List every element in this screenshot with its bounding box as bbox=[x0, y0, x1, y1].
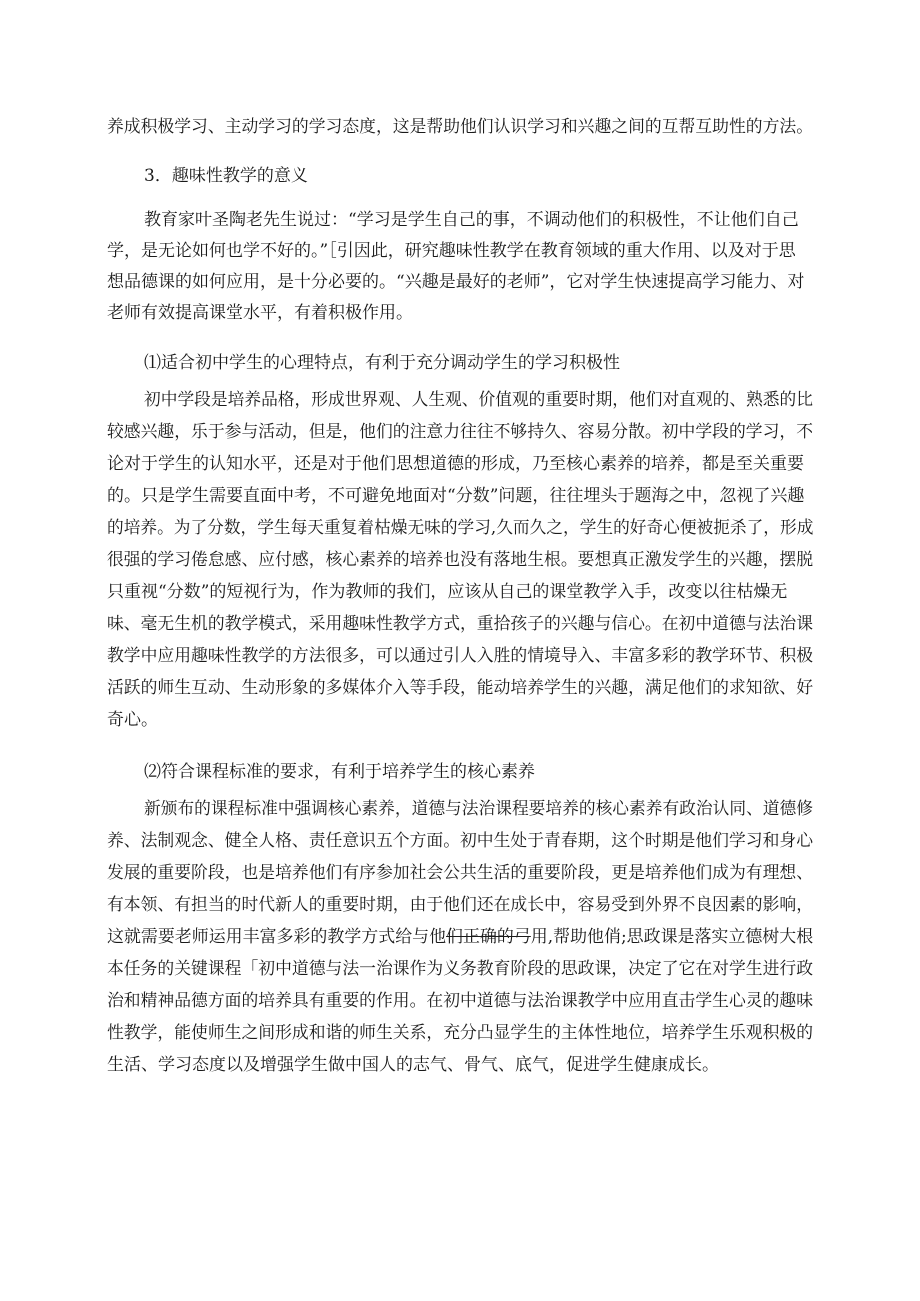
paragraph-line: 只重视“分数”的短视行为，作为教师的我们，应该从自己的课堂教学入手，改变以往枯燥无 bbox=[107, 582, 788, 602]
subsection-heading: ⑴适合初中学生的心理特点，有利于充分调动学生的学习积极性 bbox=[144, 353, 620, 373]
paragraph-line: 学，是无论如何也学不好的。”［引因此，研究趣味性教学在教育领域的重大作用、以及对于思 bbox=[107, 241, 796, 261]
paragraph-line: 的。只是学生需要直面中考，不可避免地面对“分数”问题，往往埋头于题海之中，忽视了兴趣 bbox=[107, 486, 805, 506]
section-heading: 3．趣味性教学的意义 bbox=[144, 166, 308, 186]
paragraph-line: 初中学段是培养品格，形成世界观、人生观、价值观的重要时期，他们对直观的、熟悉的比 bbox=[144, 390, 813, 410]
paragraph-line: 性教学，能使师生之间形成和谐的师生关系，充分凸显学生的主体性地位，培养学生乐观积极的 bbox=[107, 1023, 814, 1043]
struck-text: 们正确的弓 bbox=[446, 927, 531, 947]
paragraph-line: 治和精神品德方面的培养具有重要的作用。在初中道德与法治课教学中应用直击学生心灵的趣味 bbox=[107, 991, 814, 1011]
paragraph-line: 的培养。为了分数，学生每天重复着枯燥无味的学习,久而久之，学生的好奇心便被扼杀了，形成 bbox=[107, 518, 814, 538]
paragraph-line: 很强的学习倦怠感、应付感，核心素养的培养也没有落地生根。要想真正激发学生的兴趣，摆脱 bbox=[107, 550, 814, 570]
paragraph-line: 较感兴趣，乐于参与活动，但是，他们的注意力往往不够持久、容易分散。初中学段的学习，不 bbox=[107, 422, 814, 442]
paragraph-line: 想品德课的如何应用，是十分必要的。“兴趣是最好的老师”，它对学生快速提高学习能力、对 bbox=[107, 272, 805, 292]
paragraph-line: 本任务的关键课程「初中道德与法一治课作为义务教育阶段的思政课，决定了它在对学生进行政 bbox=[107, 959, 814, 979]
paragraph-line: 发展的重要阶段，也是培养他们有序参加社会公共生活的重要阶段，更是培养他们成为有理想、 bbox=[107, 863, 814, 883]
paragraph-line: 活跃的师生互动、生动形象的多媒体介入等手段，能动培养学生的兴趣，满足他们的求知欲、好 bbox=[107, 678, 814, 698]
paragraph-line: 养成积极学习、主动学习的学习态度，这是帮助他们认识学习和兴趣之间的互帮互助性的方法。 bbox=[107, 117, 814, 137]
paragraph-line: 养、法制观念、健全人格、责任意识五个方面。初中生处于青春期，这个时期是他们学习和身心 bbox=[107, 831, 814, 851]
paragraph-line: 教学中应用趣味性教学的方法很多，可以通过引人入胜的情境导入、丰富多彩的教学环节、积极 bbox=[107, 646, 814, 666]
paragraph-line: 论对于学生的认知水平，还是对于他们思想道德的形成，乃至核心素养的培养，都是至关重要 bbox=[107, 454, 804, 474]
subsection-heading: ⑵符合课程标准的要求，有利于培养学生的核心素养 bbox=[144, 762, 535, 782]
line-text-after: 用,帮助他俏;思政课是落实立德树大根 bbox=[530, 927, 814, 947]
paragraph-line-with-strikethrough bbox=[107, 925, 813, 949]
paragraph-line: 新颁布的课程标准中强调核心素养，道德与法治课程要培养的核心素养有政治认同、道德修 bbox=[144, 799, 813, 819]
paragraph-line: 味、毫无生机的教学模式，采用趣味性教学方式，重拾孩子的兴趣与信心。在初中道德与法治课 bbox=[107, 614, 814, 634]
line-text-before: 这就需要老师运用丰富多彩的教学方式给与他 bbox=[107, 927, 447, 947]
paragraph-line: 生活、学习态度以及增强学生做中国人的志气、骨气、底气，促进学生健康成长。 bbox=[107, 1055, 719, 1075]
paragraph-line: 奇心。 bbox=[107, 710, 158, 730]
paragraph-line: 老师有效提高课堂水平，有着积极作用。 bbox=[107, 303, 413, 323]
paragraph-line: 教育家叶圣陶老先生说过：“学习是学生自己的事，不调动他们的积极性，不让他们自己 bbox=[144, 210, 799, 230]
paragraph-line: 有本领、有担当的时代新人的重要时期，由于他们还在成长中，容易受到外界不良因素的影响， bbox=[107, 895, 814, 915]
